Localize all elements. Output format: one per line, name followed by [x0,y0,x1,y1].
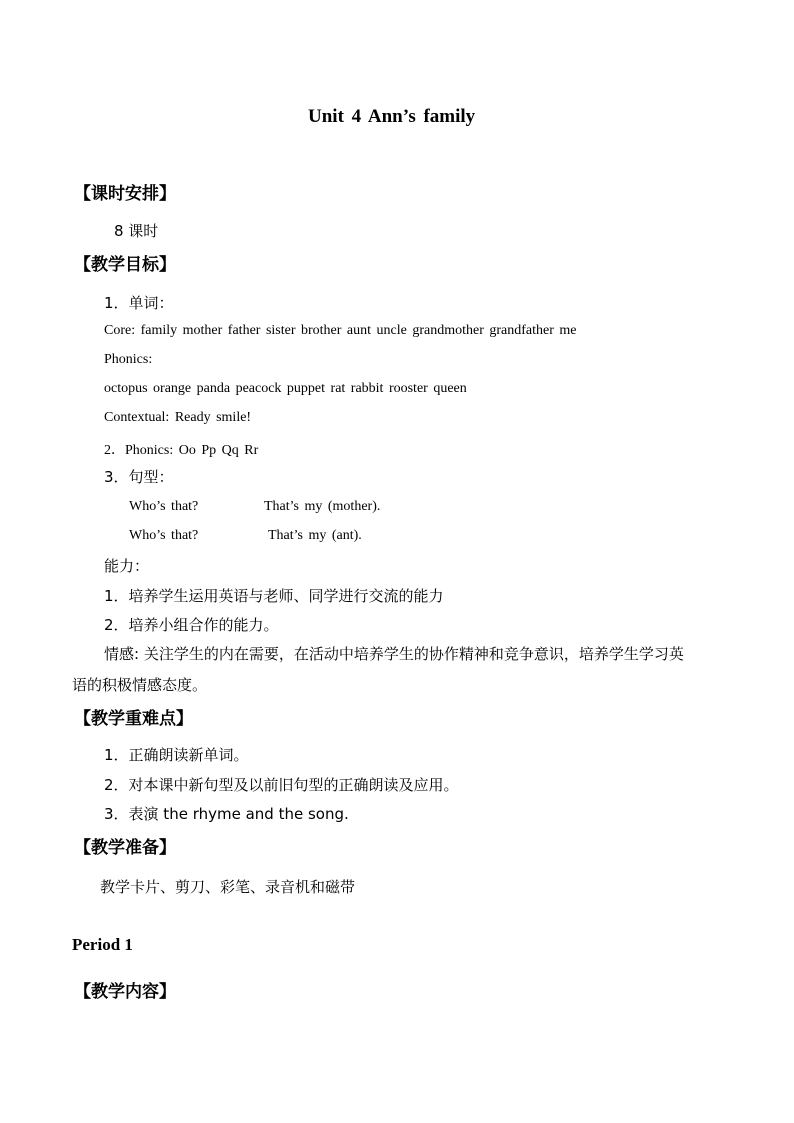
phonics-letters: 2．Phonics: Oo Pp Qq Rr [104,443,259,458]
sentence-label: 3．句型： [104,468,174,486]
emotion-line: 情感: 关注学生的内在需要，在活动中培养学生的协作精神和竞争意识，培养学生学习英 [104,645,684,663]
key-point-item: 2．对本课中新句型及以前旧句型的正确朗读及应用。 [104,776,459,794]
document-title: Unit 4 Ann’s family [308,106,476,127]
phonics-label: Phonics: [104,352,153,367]
key-point-item: 3．表演 the rhyme and the song. [104,805,349,823]
ability-item: 1．培养学生运用英语与老师、同学进行交流的能力 [104,587,444,605]
core-words: Core: family mother father sister brother aunt uncle grandmother grandfather me [104,323,577,338]
sentence-answer: That’s my (ant). [268,528,362,543]
sentence-question: Who’s that? [129,499,199,514]
schedule-content: 8 课时 [114,222,159,240]
sentence-question: Who’s that? [129,528,199,543]
schedule-heading: 【课时安排】 [74,184,176,204]
ability-label: 能力： [104,557,150,575]
key-points-heading: 【教学重难点】 [74,709,193,729]
period-label: Period 1 [72,935,133,954]
key-point-item: 1．正确朗读新单词。 [104,746,249,764]
emotion-line: 语的积极情感态度。 [72,676,208,694]
contextual-words: Contextual: Ready smile! [104,410,252,425]
sentence-answer: That’s my (mother). [264,499,381,514]
content-heading: 【教学内容】 [74,982,176,1002]
ability-item: 2．培养小组合作的能力。 [104,616,279,634]
phonics-words: octopus orange panda peacock puppet rat rabbit rooster queen [104,381,467,396]
objectives-heading: 【教学目标】 [74,255,176,275]
words-label: 1．单词： [104,294,174,312]
preparation-content: 教学卡片、剪刀、彩笔、录音机和磁带 [100,878,356,896]
preparation-heading: 【教学准备】 [74,838,176,858]
